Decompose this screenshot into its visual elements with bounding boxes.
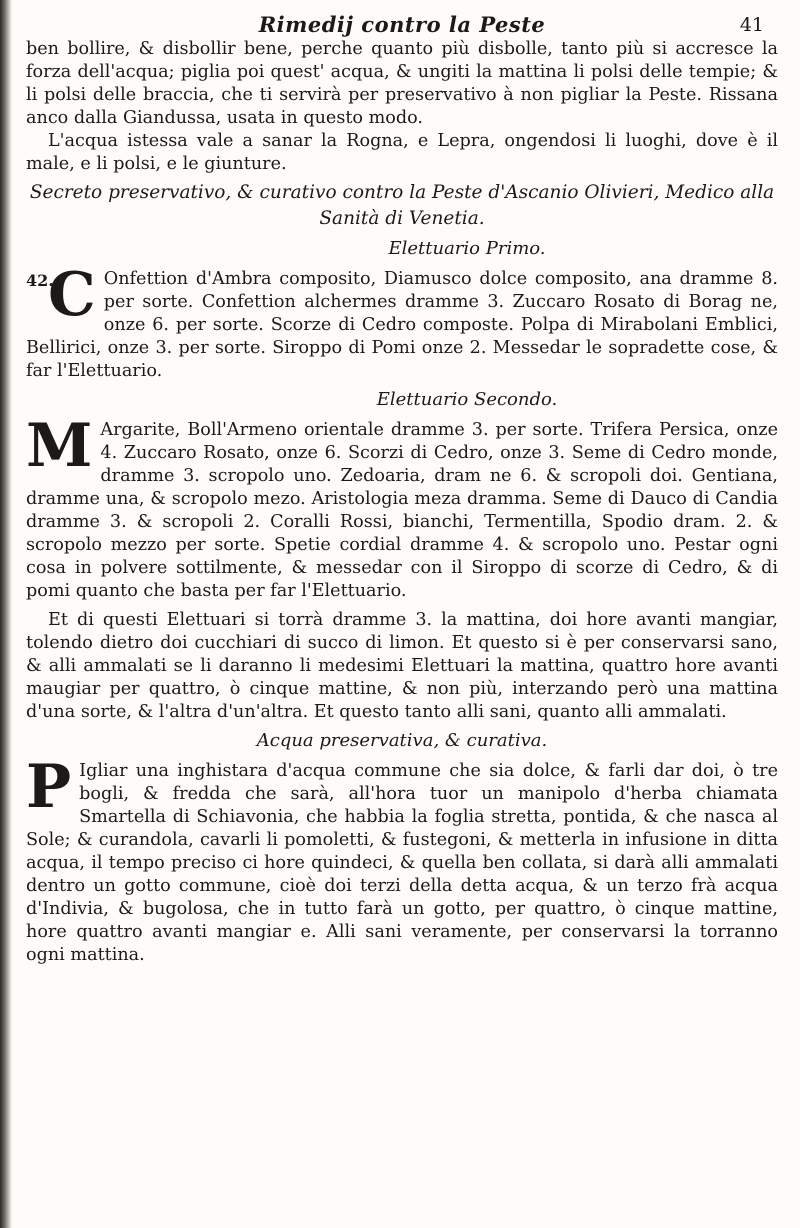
electuary-two [26,411,778,603]
drop-cap-c: C [48,260,96,330]
water-recipe [26,752,778,967]
drop-cap-p: P [26,752,72,822]
intro-paragraph-2: L'acqua istessa vale a sanar la Rogna, e Lepra, ongendosi li luoghi, dove è il male, e li polsi, e le giunture. [26,131,778,174]
dosage-paragraph: Et di questi Elettuari si torrà dramme 3. la mattina, doi hore avanti mangiar, tolendo dietro doi cucchiari di succo di limon. Et questo si è per conservarsi sano, & alli ammalati se li daranno li medesimi Elettuari la mattina, quattro hore avanti maugiar per quattro, ò cinque mattine, & non più, interzando però una mattina d'una sorte, & l'altra d'un'altra. Et questo tanto alli sani, quanto alli ammalati. [26,610,778,722]
section-title: Secreto preservativo, & curativo contro la Peste d'Ascanio Olivieri, Medico alla Sanità di Venetia. [29,182,775,229]
electuary-two-text: Argarite, Boll'Armeno orientale dramme 3. per sorte. Trifera Persica, onze 4. Zuccaro Rosato, onze 6. Scorzi di Cedro, onze 3. Seme di Cedro monde, dramme 3. scropolo uno. Zedoaria, dram ne 6. & scropoli doi. Gentiana, dramme una, & scropolo mezo. Aristologia meza dramma. Seme di Dauco di Candia dramme 3. & scropoli 2. Coralli Rossi, bianchi, Termentilla, Spodio dram. 2. & scropolo mezzo per sorte. Spetie cordial dramme 4. & scropolo uno. Pestar ogni cosa in polvere sottilmente, & messedar con il Siroppo di scorze di Cedro, & di pomi quanto che basta per far l'Elettuario. [26,420,778,601]
electuary-one-heading: Elettuario Primo. [388,238,546,259]
electuary-one [26,260,778,383]
water-recipe-text: Igliar una inghistara d'acqua commune che sia dolce, & farli dar doi, ò tre bogli, & fredda che sarà, all'hora tuor un manipolo d'herba chiamata Smartella di Schiavonia, che habbia la foglia stretta, pontida, & che nasca al Sole; & curandola, cavarli li pomoletti, & fustegoni, & metterla in infusione in ditta acqua, il tempo preciso ci hore quindeci, & quella ben collata, si darà alli ammalati dentro un gotto commune, cioè doi terzi della detta acqua, & un terzo frà acqua d'Indivia, & bugolosa, che in tutto farà un gotto, per quattro, ò cinque mattine, hore quattro avanti mangiar e. Alli sani veramente, per conservarsi la torranno ogni mattina. [26,761,778,965]
water-recipe-heading: Acqua preservativa, & curativa. [256,730,548,751]
page-gutter-shadow [0,0,12,1228]
page-header [26,8,778,38]
electuary-two-heading: Elettuario Secondo. [376,389,558,410]
intro-paragraph-1: ben bollire, & disbollir bene, perche quanto più disbolle, tanto più si accresce la forza dell'acqua; piglia poi quest' acqua, & ungiti la mattina li polsi delle tempie; & li polsi delle braccia, che ti servirà per preservativo à non pigliar la Peste. Rissana anco dalla Giandussa, usata in questo modo. [26,39,778,128]
running-head: Rimedij contro la Peste [258,12,546,37]
recipe-number: 42. [26,271,54,290]
electuary-one-text: Onfettion d'Ambra composito, Diamusco dolce composito, ana dramme 8. per sorte. Confettion alchermes dramme 3. Zuccaro Rosato di Borag ne, onze 6. per sorte. Scorze di Cedro composte. Polpa di Mirabolani Emblici, Bellirici, onze 3. per sorte. Siroppo di Pomi onze 2. Messedar le sopradette cose, & far l'Elettuario. [26,269,778,381]
page-number: 41 [739,14,764,36]
drop-cap-m: M [26,411,93,481]
